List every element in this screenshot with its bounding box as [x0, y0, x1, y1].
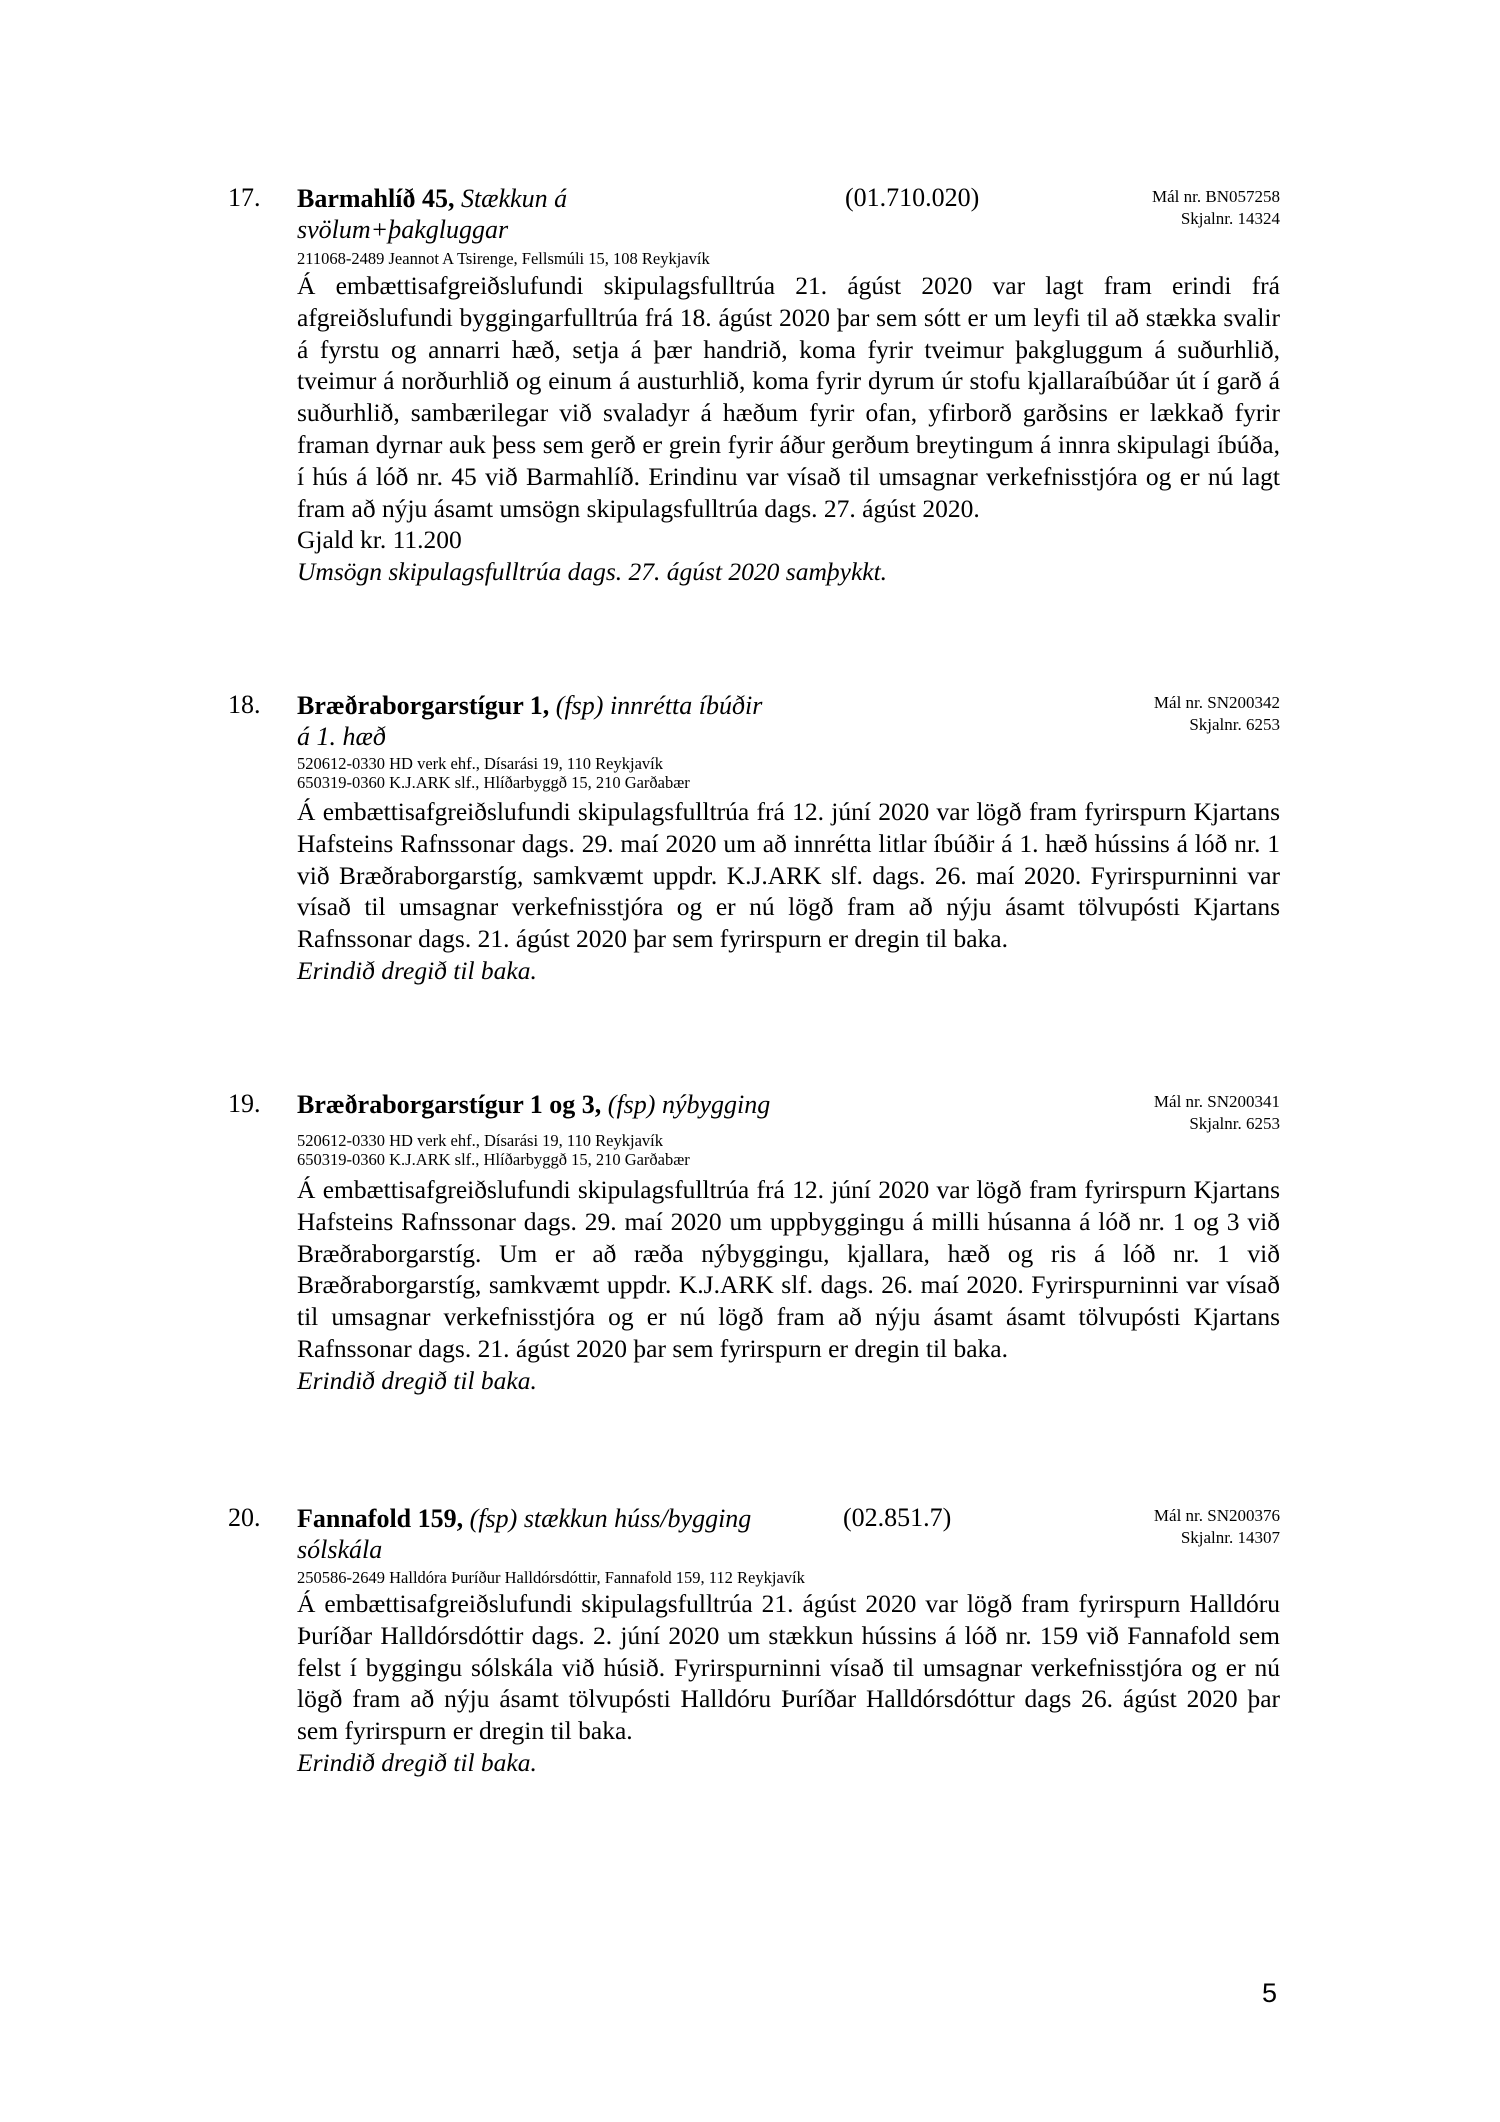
item-subject-cont: á 1. hæð: [297, 722, 386, 751]
applicant-list: [297, 249, 710, 268]
applicant-list: [297, 1568, 805, 1587]
land-number: (02.851.7): [843, 1503, 952, 1532]
case-meta: [1154, 1091, 1280, 1135]
applicant: 520612-0330 HD verk ehf., Dísarási 19, 110 Reykjavík: [297, 1131, 663, 1150]
document-number: Skjalnr. 14307: [1180, 1528, 1280, 1547]
item-number: 20.: [228, 1503, 261, 1532]
applicant: 211068-2489 Jeannot A Tsirenge, Fellsmúli 15, 108 Reykjavík: [297, 249, 710, 268]
item-subject: (fsp) nýbygging: [607, 1090, 771, 1119]
land-number: (01.710.020): [845, 183, 980, 212]
item-subject-cont: svölum+þakgluggar: [297, 215, 509, 244]
case-meta: [1152, 186, 1280, 230]
item-title: [297, 1503, 751, 1565]
item-result: Erindið dregið til baka.: [297, 955, 537, 985]
item-title: [297, 690, 762, 752]
item-address: Barmahlíð 45,: [297, 184, 455, 213]
item-address: Fannafold 159,: [297, 1504, 464, 1533]
applicant: 650319-0360 K.J.ARK slf., Hlíðarbyggð 15, 210 Garðabær: [297, 1150, 690, 1169]
document-number: Skjalnr. 6253: [1189, 1114, 1280, 1133]
item-title: [297, 183, 567, 245]
item-number: 17.: [228, 183, 261, 212]
item-body: [297, 270, 1280, 588]
item-result: Umsögn skipulagsfulltrúa dags. 27. ágúst 2020 samþykkt.: [297, 557, 888, 587]
applicant: 520612-0330 HD verk ehf., Dísarási 19, 110 Reykjavík: [297, 754, 663, 773]
item-subject: Stækkun á: [460, 184, 568, 213]
case-number: Mál nr. SN200342: [1153, 693, 1280, 712]
item-title: [297, 1089, 770, 1120]
applicant: 250586-2649 Halldóra Þuríður Halldórsdóttir, Fannafold 159, 112 Reykjavík: [297, 1568, 805, 1587]
item-description: Á embættisafgreiðslufundi skipulagsfulltrúa 21. ágúst 2020 var lagt fram erindi frá afgreiðslufundi byggingarfulltrúa frá 18. ágúst 2020 þar sem sótt er um leyfi til að stækka svalir á fyrstu og annarri hæð, setja á þær handrið, koma fyrir tveimur þakgluggum á suðurhlið, tveimur á norðurhlið og einum á austurhlið, koma fyrir dyrum úr stofu kjallaraíbúðar út í garð á suðurhlið, sambærilegar við svaladyr á hæðum fyrir ofan, yfirborð garðsins er lækkað fyrir framan dyrnar auk þess sem gerð er grein fyrir áður gerðum breytingum á innra skipulagi íbúða, í hús á lóð nr. 45 við Barmahlíð. Erindinu var vísað til umsagnar verkefnisstjóra og er nú lagt fram að nýju ásamt umsögn skipulagsfulltrúa dags. 27. ágúst 2020.: [297, 271, 1280, 523]
case-meta: [1154, 1505, 1280, 1549]
item-subject-cont: sólskála: [297, 1535, 383, 1564]
item-result: Erindið dregið til baka.: [297, 1747, 537, 1777]
item-description: Á embættisafgreiðslufundi skipulagsfulltrúa 21. ágúst 2020 var lögð fram fyrirspurn Halldóru Þuríðar Halldórsdóttir dags. 2. júní 2020 um stækkun hússins á lóð nr. 159 við Fannafold sem felst í byggingu sólskála við húsið. Fyrirspurninni vísað til umsagnar verkefnisstjóra og er nú lögð fram að nýju ásamt tölvupósti Halldóru Þuríðar Halldórsdóttur dags 26. ágúst 2020 þar sem fyrirspurn er dregin til baka.: [297, 1589, 1280, 1746]
item-subject: (fsp) stækkun húss/bygging: [469, 1504, 752, 1533]
item-number: 18.: [228, 690, 261, 719]
document-number: Skjalnr. 6253: [1189, 715, 1280, 734]
item-address: Bræðraborgarstígur 1,: [297, 691, 550, 720]
item-description: Á embættisafgreiðslufundi skipulagsfulltrúa frá 12. júní 2020 var lögð fram fyrirspurn Kjartans Hafsteins Rafnssonar dags. 29. maí 2020 um að innrétta litlar íbúðir á 1. hæð hússins á lóð nr. 1 við Bræðraborgarstíg, samkvæmt uppdr. K.J.ARK slf. dags. 26. maí 2020. Fyrirspurninni var vísað til umsagnar verkefnisstjóra og er nú lögð fram að nýju ásamt tölvupósti Kjartans Rafnssonar dags. 21. ágúst 2020 þar sem fyrirspurn er dregin til baka.: [297, 797, 1280, 954]
applicant-list: [297, 754, 690, 792]
case-number: Mál nr. BN057258: [1152, 187, 1280, 206]
item-address: Bræðraborgarstígur 1 og 3,: [297, 1090, 602, 1119]
item-body: [297, 1174, 1280, 1397]
applicant: 650319-0360 K.J.ARK slf., Hlíðarbyggð 15, 210 Garðabær: [297, 773, 690, 792]
case-number: Mál nr. SN200341: [1153, 1092, 1280, 1111]
item-fee: Gjald kr. 11.200: [297, 525, 462, 555]
item-subject: (fsp) innrétta íbúðir: [555, 691, 763, 720]
case-number: Mál nr. SN200376: [1153, 1506, 1280, 1525]
item-result: Erindið dregið til baka.: [297, 1365, 537, 1395]
item-number: 19.: [228, 1089, 261, 1118]
item-body: [297, 796, 1280, 987]
applicant-list: [297, 1131, 690, 1169]
case-meta: [1154, 692, 1280, 736]
item-body: [297, 1588, 1280, 1779]
page-number: 5: [1262, 1978, 1278, 2008]
document-number: Skjalnr. 14324: [1180, 209, 1280, 228]
item-description: Á embættisafgreiðslufundi skipulagsfulltrúa frá 12. júní 2020 var lögð fram fyrirspurn Kjartans Hafsteins Rafnssonar dags. 29. maí 2020 um uppbyggingu á milli húsanna á lóð nr. 1 og 3 við Bræðraborgarstíg. Um er að ræða nýbyggingu, kjallara, hæð og ris á lóð nr. 1 við Bræðraborgarstíg, samkvæmt uppdr. K.J.ARK slf. dags. 26. maí 2020. Fyrirspurninni var vísað til umsagnar verkefnisstjóra og er nú lögð fram að nýju ásamt ásamt tölvupósti Kjartans Rafnssonar dags. 21. ágúst 2020 þar sem fyrirspurn er dregin til baka.: [297, 1175, 1280, 1363]
